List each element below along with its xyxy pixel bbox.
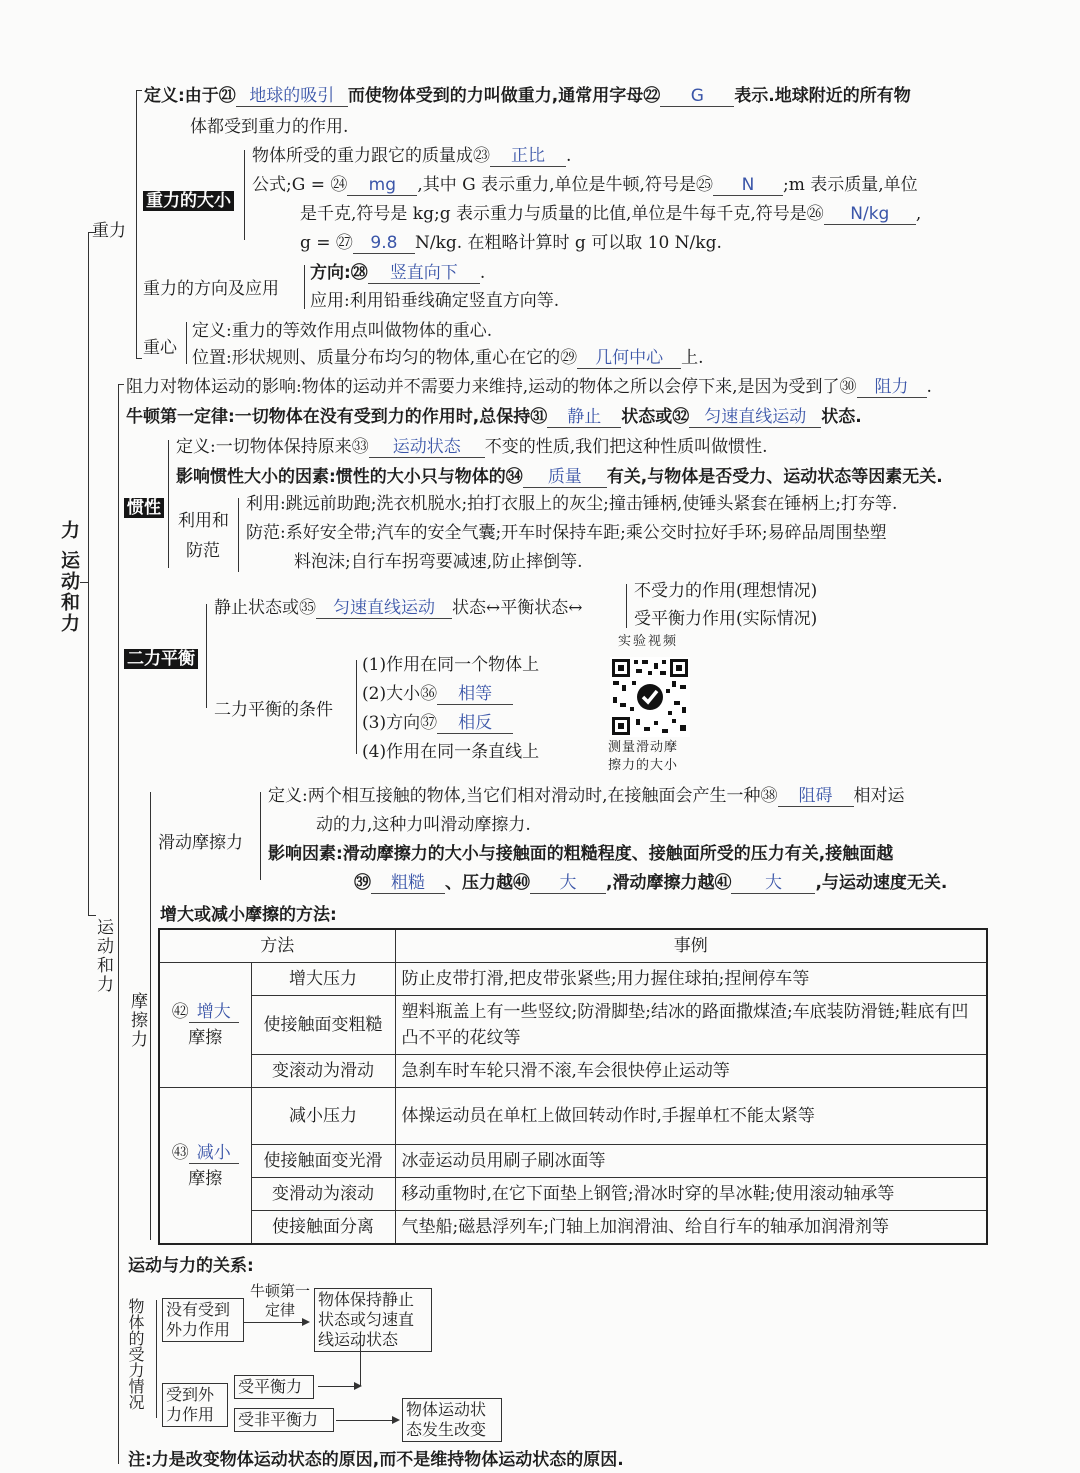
inertia-prevent-1: 防范:系好安全带;汽车的安全气囊;开车时保持车距;乘公交时拉好手环;易碎品周围垫塑 <box>246 523 887 543</box>
inc-num: ㊷ <box>171 1002 189 1022</box>
motion-brace-top <box>118 384 124 385</box>
in-def-suffix: 不变的性质,我们把这种性质叫做惯性. <box>484 437 768 457</box>
example-cell: 体操运动员在单杠上做回转动作时,手握单杠不能太紧等 <box>395 1088 987 1145</box>
sliding-friction-title: 滑动摩擦力 <box>158 833 243 853</box>
inertia-prevent-2: 料泡沫;自行车拐弯要减速,防止摔倒等. <box>294 552 583 572</box>
sl-fac-prefix: ㊴ <box>354 873 371 893</box>
balance-tag-wrap <box>124 646 198 672</box>
table-row <box>159 963 987 996</box>
inertia-use: 利用:跳远前助跑;洗衣机脱水;拍打衣服上的灰尘;撞击锤柄,使锤头紧套在锤柄上;打夯等. <box>246 494 898 514</box>
answer-23: 正比 <box>490 146 566 167</box>
c3-prefix: (3)方向㊲ <box>362 713 438 733</box>
res-prefix: 阻力对物体运动的影响:物体的运动并不需要力来维持,运动的物体之所以会停下来,是因为受到了㉚ <box>126 377 857 397</box>
method-cell: 变滚动为滑动 <box>251 1055 395 1088</box>
direction-brace-line <box>304 265 305 309</box>
answer-35: 匀速直线运动 <box>316 598 452 619</box>
example-cell: 气垫船;磁悬浮列车;门轴上加润滑油、给自行车的轴承加润滑剂等 <box>395 1211 987 1245</box>
direction-line1 <box>310 260 485 286</box>
balance-brace-line <box>206 604 207 708</box>
answer-22: G <box>660 86 734 107</box>
size-l4-prefix: g = ㉗ <box>300 233 353 253</box>
answer-39: 粗糙 <box>371 873 445 894</box>
c2-prefix: (2)大小㊱ <box>362 684 438 704</box>
use-brace-line <box>238 498 239 572</box>
in-fac-suffix: 有关,与物体是否受力、运动状态等因素无关. <box>606 467 943 487</box>
answer-31: 静止 <box>547 407 621 428</box>
newton-suffix: 状态. <box>821 407 862 427</box>
keep-state-box: 物体保持静止状态或匀速直线运动状态 <box>314 1288 432 1352</box>
size-l2-prefix: 公式;G = ㉔ <box>252 175 348 195</box>
arrow-balanced <box>318 1386 360 1387</box>
cg-prefix: 位置:形状规则、质量分布均匀的物体,重心在它的㉙ <box>192 348 578 368</box>
gravity-brace-top <box>136 90 142 91</box>
sliding-brace-line <box>260 792 261 880</box>
method-cell: 减小压力 <box>251 1088 395 1145</box>
size-line1 <box>252 143 571 169</box>
dec-num: ㊸ <box>171 1142 189 1163</box>
direction-line2: 应用:利用铅垂线确定竖直方向等. <box>310 291 560 311</box>
condition-3 <box>362 710 513 736</box>
answer-28: 竖直向下 <box>368 263 480 284</box>
size-l4-suffix: N/kg. 在粗略计算时 g 可以取 10 N/kg. <box>414 233 722 253</box>
answer-36: 相等 <box>437 684 513 705</box>
condition-4: (4)作用在同一条直线上 <box>362 742 540 762</box>
size-l3-suffix: , <box>915 204 922 224</box>
gravity-brace-bottom <box>136 358 142 359</box>
answer-40: 大 <box>530 873 606 894</box>
condition-1: (1)作用在同一个物体上 <box>362 655 540 675</box>
cg-brace-line <box>186 322 187 364</box>
relation-title: 运动与力的关系: <box>128 1256 254 1276</box>
state-change-box: 物体运动状态发生改变 <box>402 1398 502 1442</box>
gravity-definition <box>144 83 911 109</box>
answer-25: N <box>713 175 783 196</box>
sl-def-prefix: 定义:两个相互接触的物体,当它们相对滑动时,在接触面会产生一种㊳ <box>268 786 778 806</box>
resistance-line <box>126 374 932 400</box>
qr-code-icon[interactable] <box>610 657 690 737</box>
balance-state <box>214 595 583 621</box>
answer-26: N/kg <box>824 204 916 225</box>
in-def-prefix: 定义:一切物体保持原来㉝ <box>176 437 369 457</box>
size-l2-suffix: ;m 表示质量,单位 <box>782 175 918 195</box>
sl-def-suffix: 相对运 <box>853 786 905 806</box>
increase-friction-cell <box>159 963 251 1088</box>
inertia-brace-line <box>168 440 169 568</box>
answer-29: 几何中心 <box>577 348 681 369</box>
main-brace-bottom <box>88 915 96 916</box>
dec-label: 摩擦 <box>188 1168 223 1189</box>
answer-21: 地球的吸引 <box>236 86 348 107</box>
sliding-factors-2 <box>354 870 947 896</box>
relation-side-label: 物体的受力情况 <box>126 1298 145 1410</box>
no-force-box: 没有受到外力作用 <box>162 1298 244 1342</box>
arrow-to-keep <box>244 1322 308 1323</box>
size-l1-prefix: 物体所受的重力跟它的质量成㉓ <box>252 146 490 166</box>
inertia-definition <box>176 434 768 460</box>
answer-34: 质量 <box>523 467 607 488</box>
center-of-gravity-title: 重心 <box>143 338 177 358</box>
example-cell: 塑料瓶盖上有一些竖纹;防滑脚垫;结冰的路面撒煤渣;车底装防滑链;鞋底有凹凸不平的花纹等 <box>395 996 987 1055</box>
note-line: 注:力是改变物体运动状态的原因,而不是维持物体运动状态的原因. <box>128 1450 624 1470</box>
sl-fac-mid2: ,滑动摩擦力越㊶ <box>606 873 732 893</box>
example-cell: 急刹车时车轮只滑不滚,车会很快停止运动等 <box>395 1055 987 1088</box>
answer-41: 大 <box>731 873 815 894</box>
bal-prefix: 静止状态或㉟ <box>214 598 316 618</box>
in-fac-prefix: 影响惯性大小的因素:惯性的大小只与物体的㉞ <box>176 467 523 487</box>
motion-title: 运动和力 <box>93 918 113 994</box>
gravity-definition-line2: 体都受到重力的作用. <box>190 117 349 137</box>
balance-conditions-title: 二力平衡的条件 <box>214 700 333 720</box>
answer-42: 增大 <box>189 1002 239 1023</box>
size-brace-line <box>244 150 245 240</box>
main-brace-line <box>88 232 89 915</box>
methods-title: 增大或减小摩擦的方法: <box>160 905 337 925</box>
header-example: 事例 <box>395 929 987 963</box>
def-prefix: 定义:由于㉑ <box>144 86 236 106</box>
answer-43: 减小 <box>189 1143 239 1164</box>
size-line3 <box>300 201 921 227</box>
gravity-size-tag: 重力的大小 <box>143 191 234 211</box>
cg-suffix: 上. <box>681 348 704 368</box>
relation-brace-line <box>156 1300 157 1418</box>
motion-brace-line <box>118 384 119 1464</box>
arrow-up-line <box>360 1338 361 1386</box>
main-brace-tip <box>80 582 88 583</box>
answer-33: 运动状态 <box>369 437 485 458</box>
newton-prefix: 牛顿第一定律:一切物体在没有受到力的作用时,总保持㉛ <box>126 407 548 427</box>
inertia-tag-wrap <box>124 495 164 521</box>
size-l2-mid: ,其中 G 表示重力,单位是牛顿,符号是㉕ <box>417 175 713 195</box>
qr-caption-top: 实验视频 <box>618 634 679 649</box>
cg-line2 <box>192 345 704 371</box>
sl-fac-suffix: ,与运动速度无关. <box>815 873 948 893</box>
method-cell: 变滑动为滚动 <box>251 1178 395 1211</box>
balanced-force-box: 受平衡力 <box>234 1375 314 1399</box>
gravity-size-tag-wrap <box>143 188 234 214</box>
balance-tag: 二力平衡 <box>124 649 198 669</box>
newton-law-label: 牛顿第一定律 <box>250 1282 311 1319</box>
size-line2 <box>252 172 918 198</box>
size-line4 <box>300 230 722 256</box>
answer-27: 9.8 <box>353 233 415 254</box>
table-row <box>159 1088 987 1145</box>
inertia-tag: 惯性 <box>124 498 164 518</box>
conditions-brace-line <box>356 660 357 754</box>
table-row <box>159 1145 987 1178</box>
balance-actual: 受平衡力作用(实际情况) <box>634 609 818 629</box>
example-cell: 移动重物时,在它下面垫上钢管;滑冰时穿的旱冰鞋;使用滚动轴承等 <box>395 1178 987 1211</box>
answer-32: 匀速直线运动 <box>689 407 821 428</box>
qr-caption-bottom-1: 测量滑动摩 <box>608 740 679 755</box>
condition-2 <box>362 681 513 707</box>
table-row <box>159 996 987 1055</box>
newton-mid: 状态或㉜ <box>621 407 690 427</box>
balance-right-brace <box>626 584 627 628</box>
inc-label: 摩擦 <box>188 1028 223 1048</box>
inertia-use-title-2: 防范 <box>186 541 220 561</box>
main-title: 力 运动和力 <box>58 520 80 634</box>
dir-suffix: . <box>479 263 486 283</box>
example-cell: 防止皮带打滑,把皮带张紧些;用力握住球拍;捏闸停车等 <box>395 963 987 996</box>
dir-prefix: 方向:㉘ <box>310 263 368 283</box>
sl-fac-mid1: 、压力越㊵ <box>445 873 530 893</box>
example-cell: 冰壶运动员用刷子刷冰面等 <box>395 1145 987 1178</box>
cg-line1: 定义:重力的等效作用点叫做物体的重心. <box>192 321 493 341</box>
sliding-definition <box>268 783 905 809</box>
sliding-factors: 影响因素:滑动摩擦力的大小与接触面的粗糙程度、接触面所受的压力有关,接触面越 <box>268 844 894 864</box>
friction-title: 摩擦力 <box>127 992 147 1049</box>
inertia-use-title-1: 利用和 <box>178 511 229 531</box>
balance-ideal: 不受力的作用(理想情况) <box>634 581 818 601</box>
arrow-to-change <box>336 1420 398 1421</box>
inertia-factor <box>176 464 943 490</box>
unbalanced-force-box: 受非平衡力 <box>234 1408 334 1432</box>
decrease-friction-cell <box>159 1088 251 1245</box>
def-suffix: 表示.地球附近的所有物 <box>734 86 911 106</box>
answer-24: mg <box>347 175 417 196</box>
answer-37: 相反 <box>437 713 513 734</box>
size-l1-suffix: . <box>566 146 572 166</box>
table-row <box>159 1178 987 1211</box>
friction-methods-table <box>158 928 988 1245</box>
answer-38: 阻碍 <box>778 786 854 807</box>
bal-suffix: 状态↔平衡状态↔ <box>452 598 583 618</box>
method-cell: 使接触面变粗糙 <box>251 996 395 1055</box>
sliding-definition-2: 动的力,这种力叫滑动摩擦力. <box>316 815 531 835</box>
gravity-brace-line <box>136 90 137 358</box>
with-force-box: 受到外力作用 <box>162 1383 228 1427</box>
table-row <box>159 1211 987 1245</box>
gravity-title: 重力 <box>92 221 126 241</box>
table-row <box>159 1055 987 1088</box>
newton-first-law <box>126 404 862 430</box>
size-l3-prefix: 是千克,符号是 kg;g 表示重力与质量的比值,单位是牛每千克,符号是㉖ <box>300 204 824 224</box>
answer-30: 阻力 <box>857 377 927 398</box>
method-cell: 使接触面分离 <box>251 1211 395 1245</box>
header-method: 方法 <box>159 929 395 963</box>
res-suffix: . <box>926 377 932 397</box>
qr-caption-bottom-2: 擦力的大小 <box>608 758 679 773</box>
def-mid: 而使物体受到的力叫做重力,通常用字母㉒ <box>347 86 661 106</box>
table-header-row <box>159 929 987 963</box>
friction-brace-line <box>150 792 151 1240</box>
direction-title: 重力的方向及应用 <box>143 279 279 299</box>
method-cell: 增大压力 <box>251 963 395 996</box>
method-cell: 使接触面变光滑 <box>251 1145 395 1178</box>
